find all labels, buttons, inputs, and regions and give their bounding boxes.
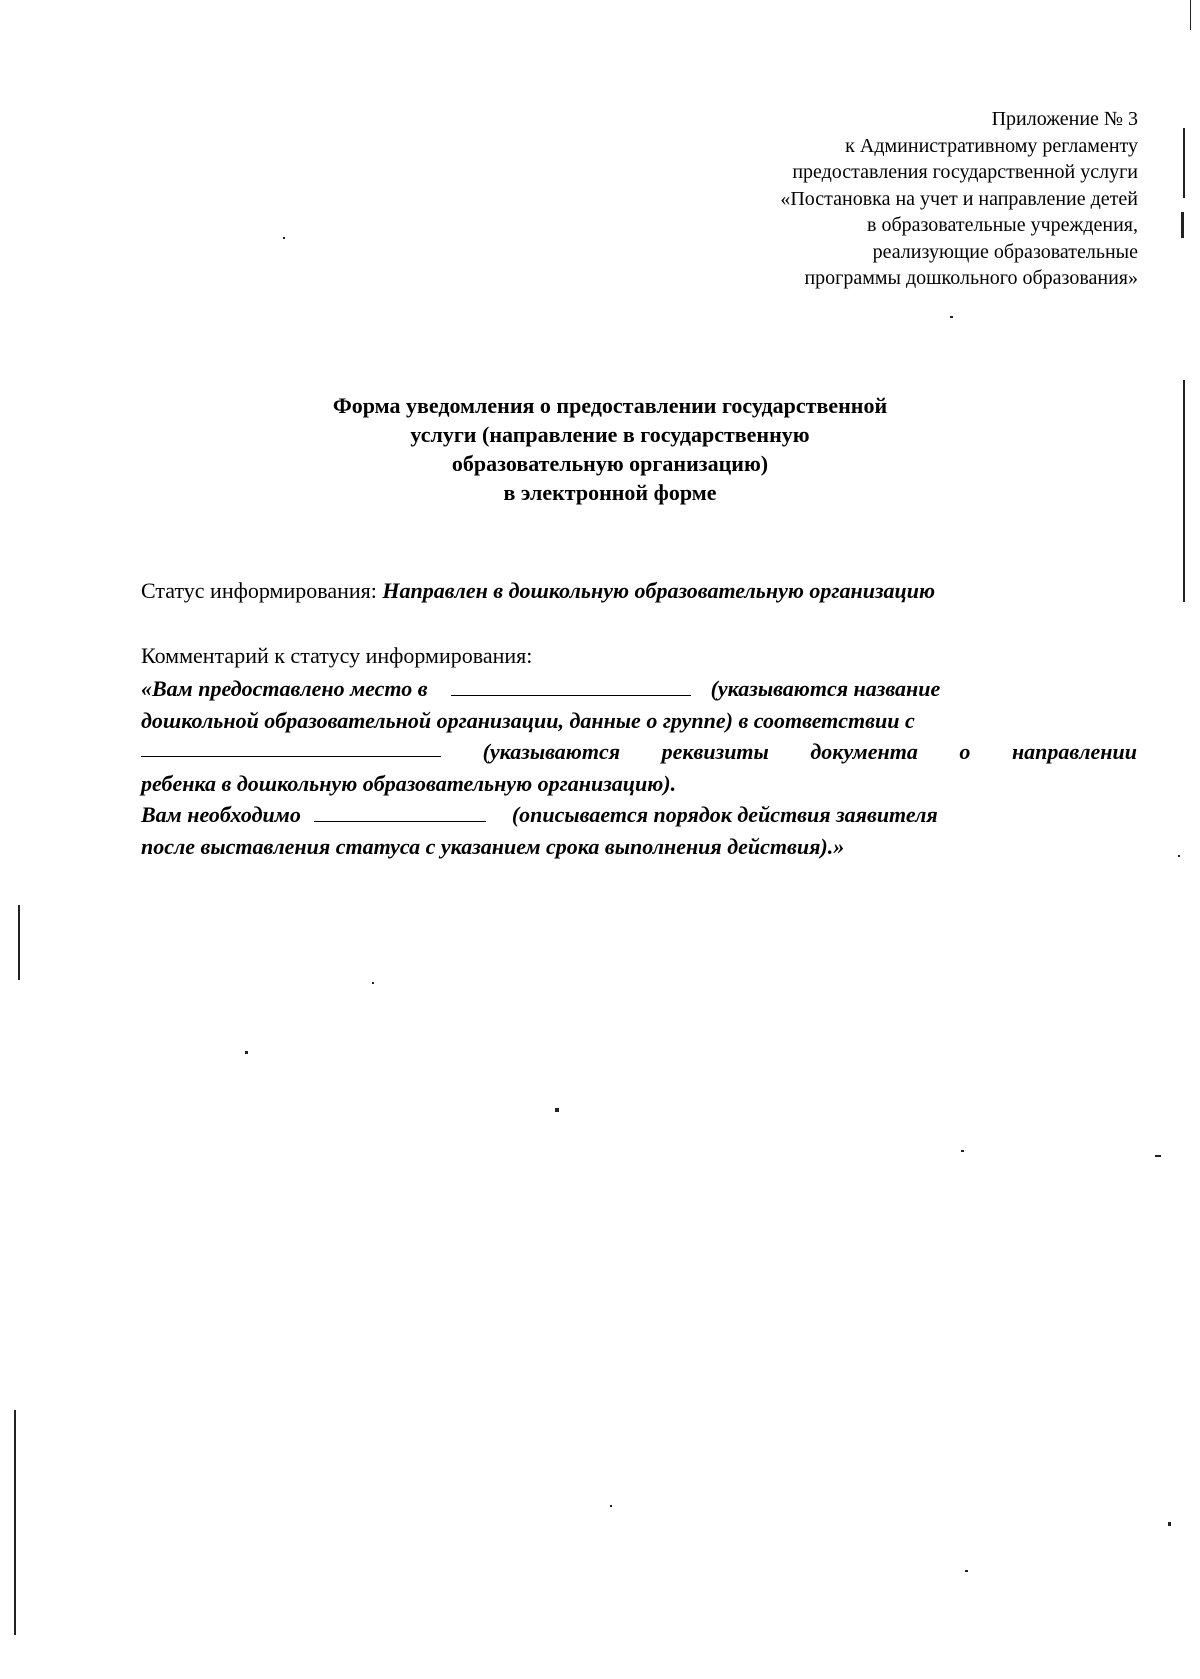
scan-speck — [245, 1051, 248, 1054]
scan-edge-line — [1190, 0, 1191, 30]
scan-speck — [961, 1150, 964, 1152]
comment-line-6 — [141, 831, 844, 863]
scan-speck — [372, 982, 374, 984]
scan-edge-line — [1183, 128, 1185, 198]
scan-speck — [1168, 1522, 1171, 1526]
document-title — [200, 391, 1020, 507]
scan-speck — [555, 1108, 559, 1112]
comment-line-3 — [141, 736, 1137, 768]
comment-text: «Вам предоставлено место в — [141, 676, 428, 701]
appendix-line: «Постановка на учет и направление детей — [780, 187, 1138, 210]
blank-field-organization — [451, 675, 691, 696]
status-line — [141, 577, 935, 605]
scan-speck — [1155, 1155, 1161, 1157]
comment-word: документа — [810, 739, 918, 764]
appendix-line: реализующие образовательные — [872, 240, 1138, 263]
comment-label: Комментарий к статусу информирования: — [141, 643, 533, 668]
comment-line-2 — [141, 705, 1137, 737]
status-value: Направлен в дошкольную образовательную организацию — [382, 578, 936, 603]
title-line: образовательную организацию) — [451, 451, 769, 476]
comment-word: направлении — [1011, 739, 1137, 764]
appendix-line: Приложение № 3 — [991, 108, 1138, 130]
scan-speck — [1178, 855, 1180, 857]
blank-field-document — [141, 736, 441, 757]
scan-speck — [950, 316, 953, 318]
scan-edge-line — [1183, 380, 1185, 602]
comment-text: (указываются название — [710, 676, 941, 701]
title-line: Форма уведомления о предоставлении государственной — [332, 393, 888, 418]
comment-word: (указываются — [482, 739, 621, 764]
comment-text: Вам необходимо — [141, 802, 301, 827]
appendix-line: программы дошкольного образования» — [804, 267, 1138, 289]
comment-text: после выставления статуса с указанием срока выполнения действия).» — [141, 833, 845, 859]
comment-line-5 — [141, 799, 938, 831]
title-line: услуги (направление в государственную — [410, 422, 810, 447]
appendix-line: предоставления государственной услуги — [792, 161, 1138, 183]
appendix-line: в образовательные учреждения, — [867, 214, 1138, 236]
scan-edge-line — [1181, 212, 1184, 238]
scan-speck — [610, 1505, 612, 1507]
comment-word: о — [959, 739, 971, 764]
appendix-header — [578, 106, 1138, 292]
blank-field-action — [314, 801, 486, 822]
title-line: в электронной форме — [503, 480, 717, 505]
scan-edge-line — [14, 1410, 16, 1635]
comment-line-4 — [141, 768, 676, 800]
comment-text: ребенка в дошкольную образовательную организацию). — [141, 770, 677, 796]
comment-word: реквизиты — [661, 739, 769, 764]
comment-line-1 — [141, 673, 940, 705]
status-label: Статус информирования: — [141, 578, 377, 603]
scan-speck — [283, 237, 285, 239]
appendix-line: к Административному регламенту — [845, 134, 1138, 157]
comment-text: дошкольной образовательной организации, данные о группе) в соответствии с — [141, 707, 915, 733]
scan-speck — [965, 1570, 968, 1572]
comment-text: (описывается порядок действия заявителя — [511, 802, 938, 827]
scan-edge-line — [18, 905, 20, 980]
